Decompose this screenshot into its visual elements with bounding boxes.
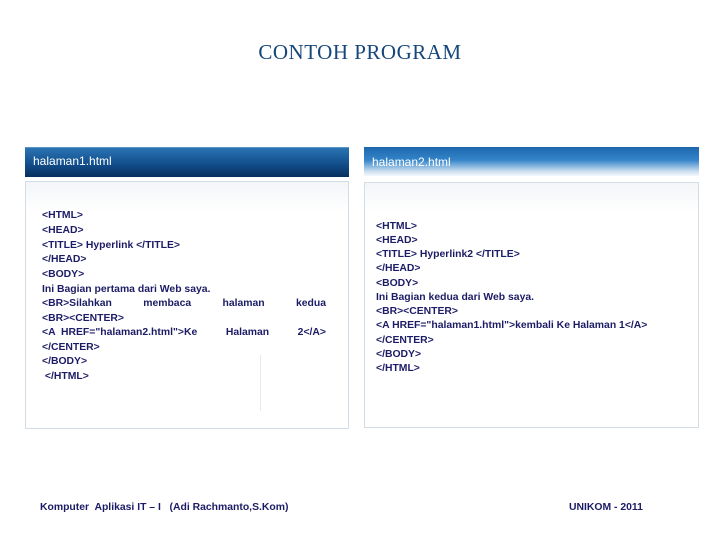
code-line: <HTML> [376, 221, 417, 232]
code-line: Ini Bagian pertama dari Web saya. [42, 284, 211, 295]
slide-title: CONTOH PROGRAM [258, 40, 462, 64]
code-line: <TITLE> Hyperlink2 </TITLE> [376, 249, 520, 260]
code-line: </HEAD> [376, 263, 421, 274]
code-line: </CENTER> [376, 335, 434, 346]
panel-filename-halaman1: halaman1.html [33, 154, 112, 168]
code-line: </HEAD> [42, 254, 87, 265]
code-line: </HTML> [42, 371, 89, 382]
panel-header-halaman1 [25, 147, 349, 177]
code-line: <BR><CENTER> [376, 306, 458, 317]
footer-institution: UNIKOM - 2011 [569, 502, 643, 513]
code-line [42, 297, 326, 311]
code-word: <A HREF="halaman2.html">Ke [42, 327, 198, 338]
code-line: <BR><CENTER> [42, 313, 124, 324]
code-word: Halaman [225, 327, 270, 338]
code-word: membaca [143, 298, 192, 309]
code-word: 2</A> [297, 327, 326, 338]
code-line: <A HREF="halaman1.html">kembali Ke Halaman 1</A> [376, 320, 648, 331]
code-line: </BODY> [42, 356, 88, 367]
code-word: kedua [295, 298, 326, 309]
code-line: <BODY> [42, 269, 85, 280]
code-line: <TITLE> Hyperlink </TITLE> [42, 240, 181, 251]
code-line [42, 326, 326, 340]
panel-filename-halaman2: halaman2.html [372, 155, 451, 169]
code-line: Ini Bagian kedua dari Web saya. [376, 292, 535, 303]
code-word: halaman [222, 298, 265, 309]
code-line: <HEAD> [42, 225, 84, 236]
panel-header-halaman2 [364, 147, 699, 176]
code-line: <HTML> [42, 210, 83, 221]
code-line: </HTML> [376, 363, 420, 374]
code-line: <BODY> [376, 278, 419, 289]
code-line: <HEAD> [376, 235, 418, 246]
code-line: </CENTER> [42, 342, 100, 353]
panel-divider [260, 355, 261, 411]
footer-course: Komputer Aplikasi IT – I (Adi Rachmanto,S.Kom) [40, 502, 289, 513]
code-line: </BODY> [376, 349, 422, 360]
code-word: <BR>Silahkan [42, 298, 112, 309]
